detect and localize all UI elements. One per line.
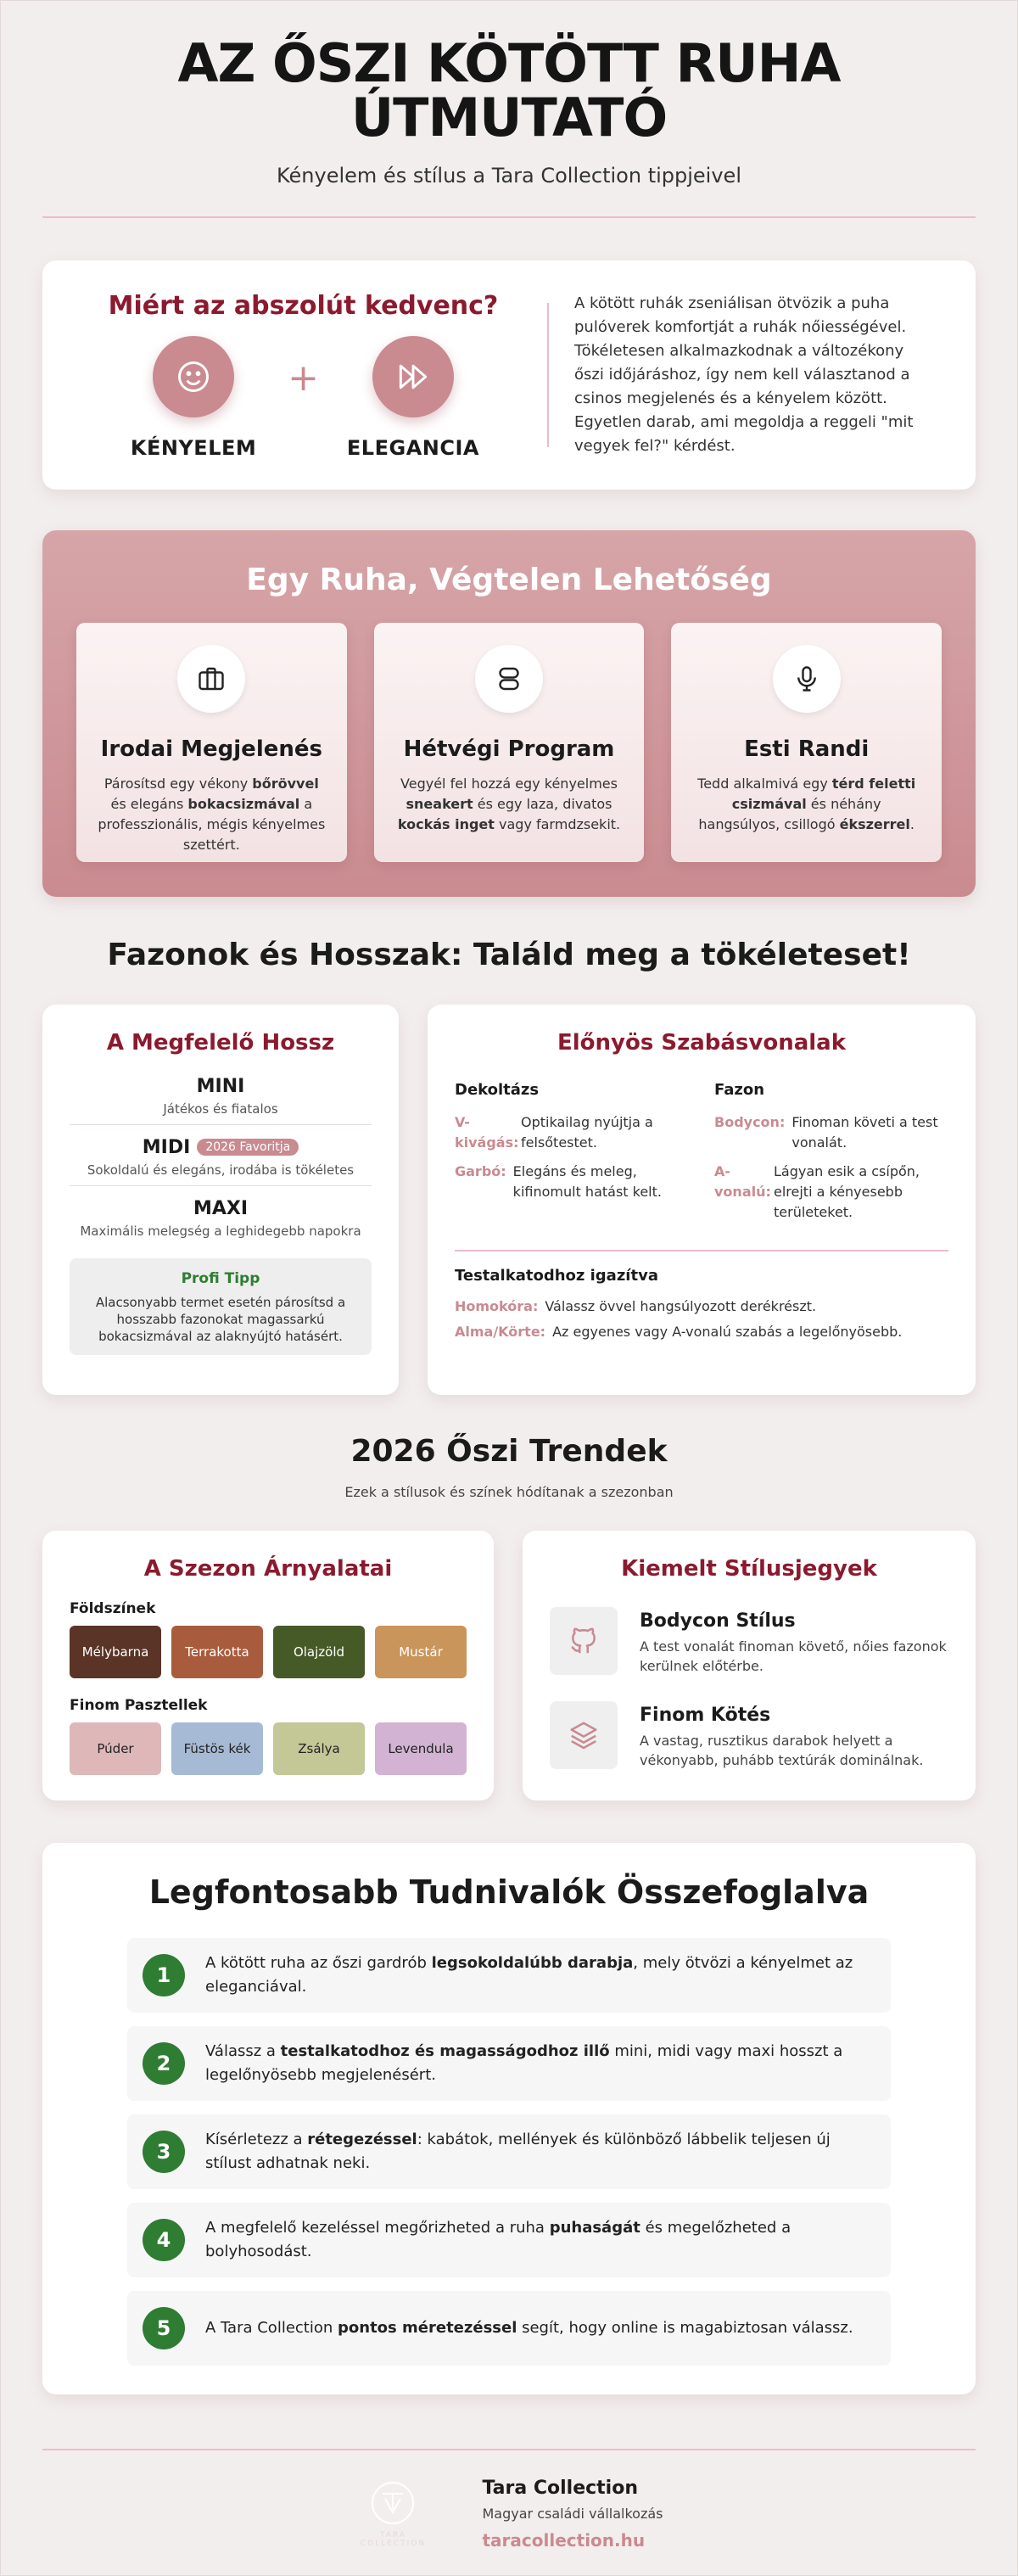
color-swatch: Terrakotta — [171, 1626, 263, 1678]
style-desc: A test vonalát finoman követő, nőies fazonok kerülnek előtérbe. — [640, 1638, 947, 1674]
divider — [42, 216, 976, 218]
body-type-row: Homokóra: Válassz övvel hangsúlyozott derékrészt. — [455, 1298, 817, 1314]
style-desc: A vastag, rusztikus darabok helyett a vékonyabb, puhább textúrák dominálnak. — [640, 1733, 924, 1768]
cuts-card — [428, 1005, 976, 1395]
step-number: 1 — [143, 1954, 185, 1996]
favorite-text: A kötött ruhák zseniálisan ötvözik a puha pulóverek komfortját a ruhák nőiességével. Tökéletesen alkalmazkodnak a változékony őszi időjáráshoz, így nem kell választanod a csinos megjelenés és a kényelem között. Egyetlen darab, ami megoldja a reggeli "mit vegyek fel?" kérdést. — [574, 294, 914, 455]
length-desc: Játékos és fiatalos — [163, 1101, 278, 1117]
sneaker-icon — [475, 645, 543, 713]
layers-icon — [550, 1701, 618, 1769]
trends-title: 2026 Őszi Trendek — [350, 1434, 668, 1469]
cut-row: Bodycon: Finoman követi a test vonalát. — [714, 1114, 938, 1151]
cut-row: V-kivágás: Optikailag nyújtja a felsőtestet. — [455, 1114, 653, 1151]
style-title: Bodycon Stílus — [640, 1610, 796, 1632]
step-number: 2 — [143, 2042, 185, 2085]
github-icon — [550, 1607, 618, 1675]
comfort-label: KÉNYELEM — [130, 435, 257, 460]
color-swatch: Mustár — [375, 1626, 467, 1678]
occasion-text: Tedd alkalmivá egy térd feletti csizmával és néhány hangsúlyos, csillogó ékszerrel. — [697, 776, 916, 832]
style-item-bodycon — [550, 1607, 948, 1676]
brand-name: Tara Collection — [482, 2478, 638, 2499]
occasion-text: Vegyél fel hozzá egy kényelmes sneakert és egy laza, divatos kockás inget vagy farmdzsekit. — [397, 776, 621, 832]
palette-title: A Szezon Árnyalatai — [143, 1556, 393, 1582]
summary-text: Kísérletezz a rétegezéssel: kabátok, mellények és különböző lábbelik teljesen új stílust adhatnak neki. — [205, 2131, 831, 2172]
style-title: Finom Kötés — [640, 1705, 771, 1726]
length-name: MAXI — [193, 1198, 249, 1219]
pro-tip-box — [70, 1258, 372, 1355]
summary-card — [42, 1843, 976, 2394]
summary-item — [127, 2291, 891, 2366]
summary-item — [127, 2026, 891, 2101]
comfort-item — [121, 336, 266, 460]
step-number: 4 — [143, 2219, 185, 2261]
fazon-section — [42, 1005, 976, 1395]
summary-title: Legfontosabb Tudnivalók Összefoglalva — [148, 1873, 870, 1911]
summary-item — [127, 1938, 891, 2013]
page-subtitle: Kényelem és stílus a Tara Collection tippjeivel — [277, 164, 741, 188]
body-type-title: Testalkatodhoz igazítva — [455, 1267, 658, 1285]
color-swatch: Olajzöld — [273, 1626, 365, 1678]
occasion-card-weekend — [374, 623, 645, 862]
elegance-item — [341, 336, 485, 460]
length-card — [42, 1005, 399, 1395]
style-item-knit — [550, 1701, 948, 1770]
footer — [1, 2478, 1017, 2551]
length-item-mini — [70, 1064, 372, 1125]
color-swatch: Levendula — [375, 1722, 467, 1775]
pastel-swatches — [70, 1722, 467, 1775]
favorite-left — [85, 291, 522, 460]
column-title: Dekoltázs — [455, 1081, 540, 1099]
fast-forward-icon — [372, 336, 454, 417]
brand-tagline: Magyar családi vállalkozás — [482, 2506, 663, 2522]
summary-text: A Tara Collection pontos méretezéssel segít, hogy online is magabiztosan válassz. — [205, 2319, 853, 2337]
length-title: A Megfelelő Hossz — [106, 1030, 335, 1056]
summary-item — [127, 2114, 891, 2189]
neckline-column — [455, 1081, 689, 1231]
brand-logo — [355, 2480, 431, 2548]
pro-tip-text: Alacsonyabb termet esetén párosítsd a hosszabb fazonokat magassarkú bokacsizmával az alaknyújtó hatásért. — [95, 1295, 346, 1344]
footer-info — [482, 2478, 663, 2551]
length-name: MIDI 2026 Favoritja — [70, 1137, 372, 1158]
color-swatch: Zsálya — [273, 1722, 365, 1775]
occasion-text: Párosítsd egy vékony bőrövvel és elegáns bokacsizmával a professzionális, mégis kényelmes szettért. — [98, 776, 326, 853]
step-number: 5 — [143, 2307, 185, 2349]
possibilities-section — [42, 530, 976, 897]
favorite-card — [42, 260, 976, 490]
length-desc: Sokoldalú és elegáns, irodába is tökéletes — [87, 1162, 355, 1178]
earth-tones-label: Földszínek — [70, 1600, 156, 1617]
summary-text: A kötött ruha az őszi gardrób legsokoldalúbb darabja, mely ötvözi a kényelmet az eleganciával. — [205, 1954, 853, 1996]
summary-text: Válassz a testalkatodhoz és magasságodhoz illő mini, midi vagy maxi hosszt a legelőnyösebb megjelenésért. — [205, 2042, 843, 2084]
occasion-card-office — [76, 623, 347, 862]
length-item-maxi — [70, 1186, 372, 1246]
styles-title: Kiemelt Stílusjegyek — [621, 1556, 877, 1582]
summary-text: A megfelelő kezeléssel megőrizheted a ruha puhaságát és megelőzheted a bolyhosodást. — [205, 2219, 791, 2260]
smiley-icon — [153, 336, 234, 417]
occasion-title: Hétvégi Program — [403, 736, 615, 762]
body-type-block — [455, 1267, 948, 1342]
earth-swatches — [70, 1626, 467, 1678]
possibilities-title: Egy Ruha, Végtelen Lehetőség — [246, 563, 772, 597]
color-swatch: Púder — [70, 1722, 161, 1775]
fazon-title: Fazonok és Hosszak: Találd meg a tökéleteset! — [107, 938, 911, 972]
plus-sign: + — [288, 356, 319, 400]
divider — [455, 1250, 948, 1252]
step-number: 3 — [143, 2131, 185, 2173]
occasion-title: Irodai Megjelenés — [100, 736, 322, 762]
cuts-title: Előnyös Szabásvonalak — [557, 1030, 847, 1056]
possibilities-cards — [76, 623, 942, 862]
website-link[interactable]: taracollection.hu — [482, 2530, 646, 2551]
column-title: Fazon — [714, 1081, 765, 1099]
pro-tip-title: Profi Tipp — [181, 1270, 260, 1287]
shape-column — [714, 1081, 948, 1231]
comfort-elegance-pair — [85, 336, 522, 460]
body-type-row: Alma/Körte: Az egyenes vagy A-vonalú szabás a legelőnyösebb. — [455, 1324, 903, 1340]
microphone-icon — [773, 645, 841, 713]
color-swatch: Füstös kék — [171, 1722, 263, 1775]
length-desc: Maximális melegség a leghidegebb napokra — [80, 1224, 361, 1239]
elegance-label: ELEGANCIA — [346, 435, 479, 460]
length-item-midi — [70, 1125, 372, 1186]
divider — [42, 2449, 976, 2450]
length-name: MINI — [196, 1076, 245, 1097]
color-swatch: Mélybarna — [70, 1626, 161, 1678]
summary-item — [127, 2203, 891, 2277]
occasion-title: Esti Randi — [744, 736, 870, 762]
pastel-label: Finom Pasztellek — [70, 1697, 208, 1714]
trends-section — [42, 1531, 976, 1800]
occasion-card-date — [671, 623, 942, 862]
vertical-divider — [547, 303, 549, 447]
favorite-badge: 2026 Favoritja — [197, 1139, 299, 1156]
cut-row: Garbó: Elegáns és meleg, kifinomult hatást kelt. — [455, 1163, 662, 1200]
briefcase-icon — [177, 645, 245, 713]
logo-text: TARA COLLECTION — [360, 2531, 427, 2548]
cut-row: A-vonalú: Lágyan esik a csípőn, elrejti a kényesebb területeket. — [714, 1163, 920, 1220]
favorite-title: Miért az abszolút kedvenc? — [108, 290, 499, 321]
styles-card — [523, 1531, 976, 1800]
palette-card — [42, 1531, 494, 1800]
summary-list — [127, 1938, 891, 2366]
hero — [1, 1, 1017, 188]
page-title: AZ ŐSZI KÖTÖTT RUHA ÚTMUTATÓ — [177, 32, 841, 148]
trends-subtitle: Ezek a stílusok és színek hódítanak a szezonban — [344, 1484, 674, 1500]
